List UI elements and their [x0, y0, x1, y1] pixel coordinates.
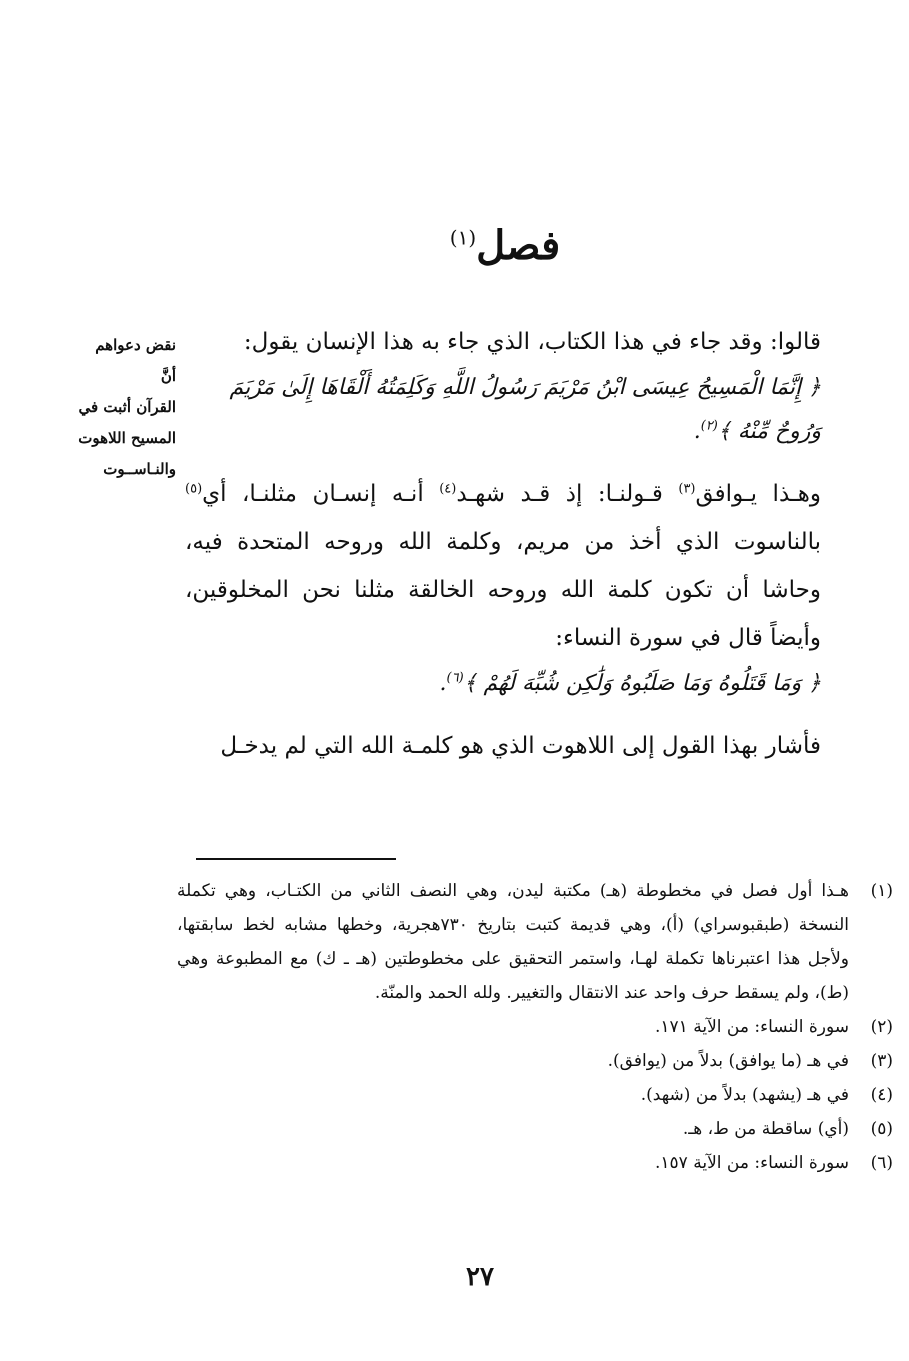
footnote-item: [177, 1112, 893, 1146]
footnote-ref-2: (٢): [700, 418, 718, 434]
footnote-number: (٦): [870, 1153, 893, 1173]
verse-1-line-2: وَرُوحٌ مِّنْهُ ﴾: [717, 419, 821, 444]
footnote-ref-5: (٥): [185, 481, 203, 497]
footnote-divider: [196, 858, 396, 860]
footnote-text: سورة النساء: من الآية ١٧١.: [655, 1017, 849, 1037]
footnote-item: [177, 874, 893, 1010]
footnote-number: (٥): [870, 1119, 893, 1139]
footnote-number: (١): [870, 881, 893, 901]
footnote-number: (٣): [870, 1051, 893, 1071]
footnote-ref-4: (٤): [439, 481, 457, 497]
margin-note: [76, 330, 176, 485]
footnote-number: (٤): [870, 1085, 893, 1105]
footnote-item: [177, 1010, 893, 1044]
paragraph-2: [185, 470, 821, 662]
margin-note-line: نقض دعواهم أنَّ: [95, 336, 176, 385]
footnotes: [177, 874, 893, 1180]
chapter-note-ref: (١): [449, 225, 477, 250]
paragraph-2-part-b: قـولنـا: إذ قـد شهـد: [456, 481, 679, 507]
quran-verse-1: ﴿ إِنَّمَا الْمَسِيحُ عِيسَى ابْنُ مَرْيَمَ رَسُولُ اللَّهِ وَكَلِمَتُهُ أَلْقَاهَا إِلَىٰ مَرْيَمَ وَرُوحٌ مِّنْهُ ﴾$^{(٢)}$.: [229, 375, 821, 444]
footnote-number: (٢): [870, 1017, 893, 1037]
footnote-item: [177, 1044, 893, 1078]
paragraph-1: قالوا: وقد جاء في هذا الكتاب، الذي جاء به هذا الإنسان يقول:: [243, 329, 821, 355]
page-number: ٢٧: [466, 1262, 494, 1292]
chapter-title-text: فصل: [476, 222, 561, 269]
footnote-item: [177, 1146, 893, 1180]
footnote-ref-3: (٣): [678, 481, 696, 497]
margin-note-line: والنـاســوت: [103, 460, 176, 478]
footnote-text: سورة النساء: من الآية ١٥٧.: [655, 1153, 849, 1173]
footnote-text: هـذا أول فصل في مخطوطة (هـ) مكتبة ليدن، وهي النصف الثاني من الكتـاب، وهي تكملة النسخة (طبقبوسراي) (أ)، وهي قديمة كتبت بتاريخ ٧٣٠هجرية، وخطها مشابه لخط سابقتها، ولأجل هذا اعتبرناها تكملة لهـا، واستمر التحقيق على مخطوطتين (هـ ـ ك) مع المطبوعة وهي (ط)، ولم يسقط حرف واحد عند الانتقال والتغيير. ولله الحمد والمنّة.: [177, 881, 849, 1003]
margin-note-line: المسيح اللاهوت: [78, 429, 176, 447]
margin-note-line: القرآن أثبت في: [78, 398, 176, 416]
paragraph-2-part-c: أنـه إنسـان مثلنـا، أي: [202, 481, 440, 507]
paragraph-3: فأشار بهذا القول إلى اللاهوت الذي هو كلمـة الله التي لم يدخـل: [220, 733, 821, 759]
footnote-text: (أي) ساقطة من ط، هـ.: [682, 1119, 849, 1139]
paragraph-2-part-d: بالناسوت الذي أخذ من مريم، وكلمة الله وروحه المتحدة فيه، وحاشا أن تكون كلمة الله وروحه الخالقة مثلنا نحن المخلوقين، وأيضاً قال في سورة النساء:: [185, 529, 821, 651]
verse-1-line-1: ﴿ إِنَّمَا الْمَسِيحُ عِيسَى ابْنُ مَرْيَمَ رَسُولُ اللَّهِ وَكَلِمَتُهُ أَلْقَاهَا إِلَىٰ مَرْيَمَ: [229, 375, 821, 400]
footnote-item: [177, 1078, 893, 1112]
paragraph-2-part-a: وهـذا يـوافق: [695, 481, 821, 507]
main-text: [185, 318, 821, 770]
footnote-text: في هـ (ما يوافق) بدلاً من (يوافق).: [607, 1051, 849, 1071]
footnote-text: في هـ (يشهد) بدلاً من (شهد).: [640, 1085, 849, 1105]
verse-2-text: ﴿ وَمَا قَتَلُوهُ وَمَا صَلَبُوهُ وَلَٰكِن شُبِّهَ لَهُمْ ﴾: [463, 671, 821, 696]
chapter-title: [380, 218, 630, 274]
footnote-ref-6: (٦): [446, 670, 464, 686]
quran-verse-2: ﴿ وَمَا قَتَلُوهُ وَمَا صَلَبُوهُ وَلَٰكِن شُبِّهَ لَهُمْ ﴾$^{(٦)}$.: [439, 670, 821, 696]
